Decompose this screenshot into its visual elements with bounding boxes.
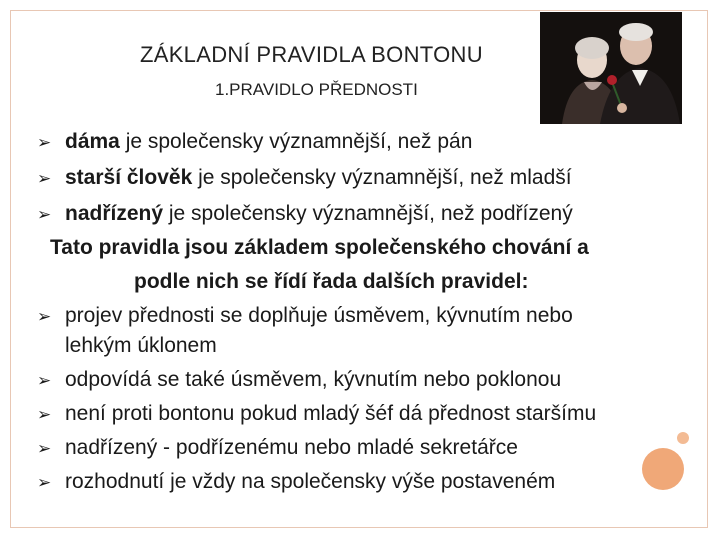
bullet-text: odpovídá se také úsměvem, kývnutím nebo poklonou xyxy=(65,368,562,391)
arrow-bullet-icon: ➢ xyxy=(37,371,52,390)
bullet-keyword: starší člověk xyxy=(65,166,193,189)
list-item xyxy=(37,130,472,154)
bullet-text: nadřízený - podřízenému nebo mladé sekretářce xyxy=(65,436,518,459)
decorative-dot xyxy=(677,432,689,444)
list-item-continuation xyxy=(65,334,217,358)
list-item xyxy=(37,166,572,190)
slide-title: ZÁKLADNÍ PRAVIDLA BONTONU xyxy=(140,42,483,67)
bullet-text: projev přednosti se doplňuje úsměvem, kývnutím nebo xyxy=(65,304,573,327)
arrow-bullet-icon: ➢ xyxy=(37,205,52,224)
arrow-bullet-icon: ➢ xyxy=(37,307,52,326)
bullet-text: je společensky významnější, než podřízený xyxy=(163,202,573,225)
bullet-text: lehkým úklonem xyxy=(65,334,217,357)
list-item xyxy=(37,470,555,494)
bullet-text: rozhodnutí je vždy na společensky výše postaveném xyxy=(65,470,556,493)
list-item xyxy=(37,436,518,460)
arrow-bullet-icon: ➢ xyxy=(37,405,52,424)
summary-line: Tato pravidla jsou základem společenského chování a xyxy=(50,236,589,259)
bullet-keyword: nadřízený xyxy=(65,202,164,225)
couple-photo xyxy=(540,12,682,124)
bullet-keyword: dáma xyxy=(65,130,120,153)
bullet-text: je společensky významnější, než pán xyxy=(119,130,473,153)
summary-line: podle nich se řídí řada dalších pravidel: xyxy=(134,270,529,293)
arrow-bullet-icon: ➢ xyxy=(37,473,52,492)
list-item xyxy=(37,304,573,328)
bullet-text: není proti bontonu pokud mladý šéf dá přednost staršímu xyxy=(65,402,597,425)
arrow-bullet-icon: ➢ xyxy=(37,133,52,152)
couple-photo-illustration xyxy=(540,12,682,124)
slide-subtitle: 1.PRAVIDLO PŘEDNOSTI xyxy=(215,80,418,99)
bullet-text: je společensky významnější, než mladší xyxy=(192,166,572,189)
decorative-circle xyxy=(642,448,684,490)
list-item xyxy=(37,368,561,392)
arrow-bullet-icon: ➢ xyxy=(37,169,52,188)
list-item xyxy=(37,202,573,226)
arrow-bullet-icon: ➢ xyxy=(37,439,52,458)
list-item xyxy=(37,402,596,426)
